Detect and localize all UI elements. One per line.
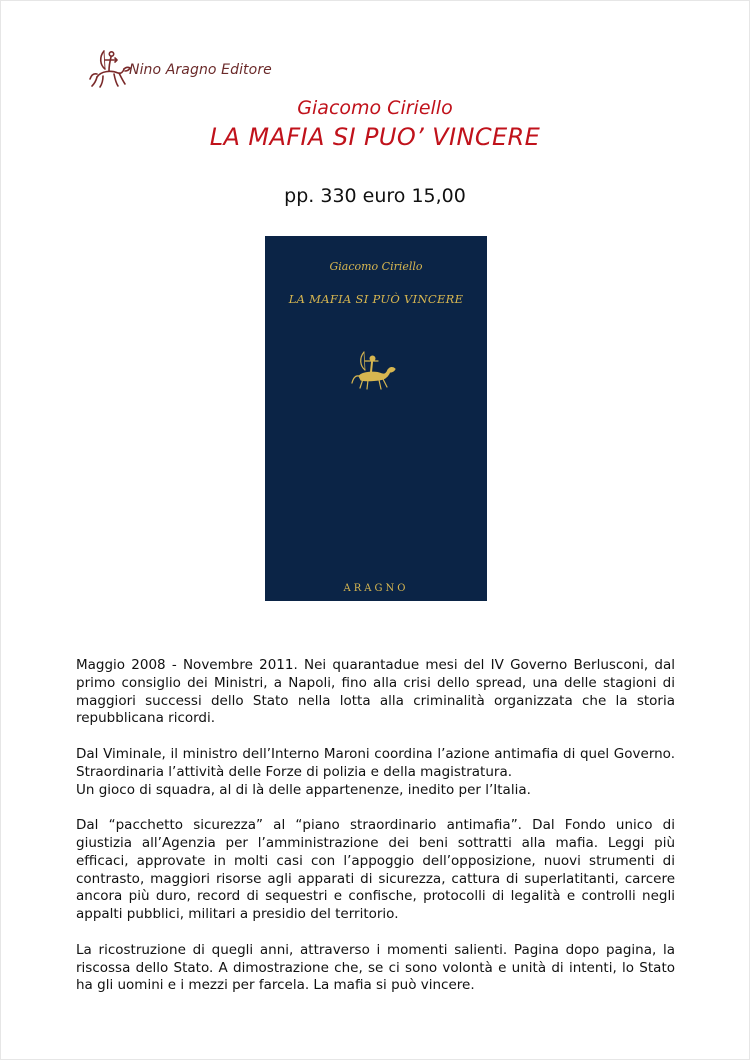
publisher-name: Nino Aragno Editore: [129, 62, 272, 78]
description-paragraph-2-text: Dal Viminale, il ministro dell’Interno Maroni coordina l’azione antimafia di quel Governo. Straordinaria l’attività delle Forze di polizia e della magistratura.: [76, 745, 675, 780]
publisher-logo: [85, 43, 272, 93]
book-title: LA MAFIA SI PUO’ VINCERE: [209, 123, 541, 151]
cover-title: LA MAFIA SI PUÒ VINCERE: [288, 292, 464, 306]
description-paragraph-2-line: Un gioco di squadra, al di là delle appartenenze, inedito per l’Italia.: [76, 781, 531, 798]
book-description: [76, 657, 675, 1013]
book-cover: [265, 236, 487, 601]
archer-horse-logo-icon: [85, 43, 135, 93]
description-paragraph-3: Dal “pacchetto sicurezza” al “piano straordinario antimafia”. Dal Fondo unico di giustizia all’Agenzia per l’amministrazione dei beni sottratti alla mafia. Leggi più efficaci, approvate in molti casi con l’appoggio dell’opposizione, nuovi strumenti di contrasto, maggiori risorse agli apparati di sicurezza, cattura di superlatitanti, carcere ancora più duro, record di sequestri e confische, protocolli di legalità e controlli negli appalti pubblici, militari a presidio del territorio.: [76, 817, 675, 923]
book-author: Giacomo Ciriello: [297, 97, 453, 119]
description-paragraph-1: Maggio 2008 - Novembre 2011. Nei quarantadue mesi del IV Governo Berlusconi, dal primo consiglio dei Ministri, a Napoli, fino alla crisi dello spread, una delle stagioni di maggiori successi dello Stato nella lotta alla criminalità organizzata che la storia repubblicana ricordi.: [76, 657, 675, 727]
cover-author: Giacomo Ciriello: [329, 260, 423, 273]
cover-publisher: ARAGNO: [343, 583, 409, 594]
archer-on-horse-emblem-icon: [349, 348, 397, 394]
description-paragraph-2: [76, 746, 675, 799]
description-paragraph-4: La ricostruzione di quegli anni, attraverso i momenti salienti. Pagina dopo pagina, la riscossa dello Stato. A dimostrazione che, se ci sono volontà e unità di intenti, lo Stato ha gli uomini e i mezzi per farcela. La mafia si può vincere.: [76, 941, 675, 994]
book-pages-price: pp. 330 euro 15,00: [284, 185, 466, 207]
